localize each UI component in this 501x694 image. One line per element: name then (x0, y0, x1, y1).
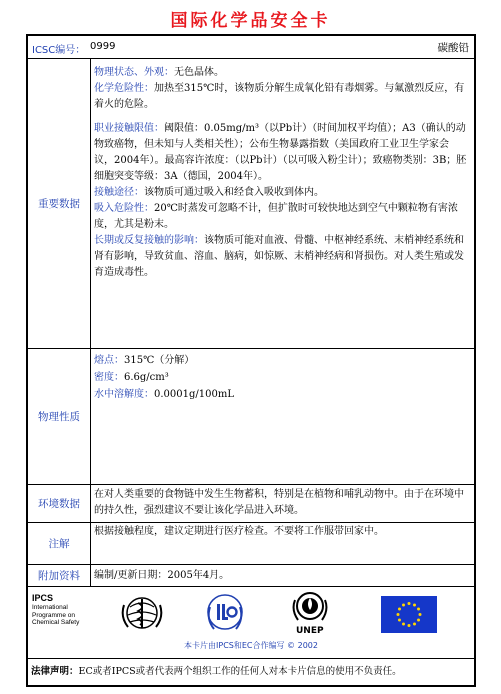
icsc-label: ICSC编号： (32, 45, 86, 56)
eu-star-icon (413, 603, 416, 606)
eu-star-icon (402, 623, 405, 626)
physical-state-value: 无色晶体。 (174, 67, 224, 78)
solubility-value: 0.0001g/100mL (154, 389, 234, 400)
card-credit: 本卡片由IPCS和EC合作编写 © 2002 (184, 641, 318, 650)
exposure-limits-value: 阈限值：0.05mg/m³（以Pb计）（时间加权平均值）；A3（确认的动物致癌物，但未知与人类相关性）；公布生物暴露指数（美国政府工业卫生学家会议，2004年）。最高容许浓度：（以Pb计）（以可吸入粉尘计）；致癌物类别：3B；胚细胞突变等级：3A（德国，2004年）。 (94, 123, 467, 182)
eu-star-icon (397, 613, 400, 616)
important-data-section (28, 59, 474, 349)
ipcs-line3: Chemical Safety (32, 619, 80, 626)
density-value: 6.6g/cm³ (124, 372, 169, 383)
chem-hazard-value: 加热至315℃时，该物质分解生成氧化铅有毒烟雾。与氟激烈反应，有着火的危险。 (94, 83, 465, 110)
ilo-emblem-icon (204, 591, 246, 637)
density-label: 密度： (94, 372, 124, 383)
legal-label: 法律声明： (31, 666, 79, 677)
longterm-item (94, 233, 468, 281)
physical-state-label: 物理状态、外观： (94, 67, 174, 78)
safety-card (26, 34, 476, 687)
important-data-label: 重要数据 (28, 59, 91, 348)
notes-section (28, 523, 474, 565)
longterm-value: 该物质可能对血液、骨髓、中枢神经系统、末梢神经系统和肾有影响，导致贫血、溶血、脑病，如惊厥、末梢神经病和肾损伤。对人类生殖或发育造成毒性。 (94, 235, 464, 278)
longterm-label: 长期或反复接触的影响： (94, 235, 204, 246)
eu-star-icon (419, 613, 422, 616)
chem-hazard-item (94, 81, 468, 113)
who-emblem-icon (120, 593, 164, 635)
chem-hazard-label: 化学危险性： (94, 83, 154, 94)
icsc-number: 0999 (90, 41, 116, 52)
environment-section (28, 485, 474, 523)
eu-flag-icon (381, 596, 437, 633)
physical-properties-label: 物理性质 (28, 349, 91, 484)
route-value: 该物质可通过吸入和经食入吸收到体内。 (144, 187, 324, 198)
route-item (94, 185, 468, 201)
notes-text: 根据接触程度，建议定期进行医疗检查。不要将工作服带回家中。 (94, 526, 384, 537)
physical-state-item (94, 65, 468, 81)
inhalation-label: 吸入危险性： (94, 203, 154, 214)
ipcs-line2: Programme on (32, 611, 75, 619)
solubility-label: 水中溶解度： (94, 389, 154, 400)
header-row (28, 36, 474, 59)
environment-text: 在对人类重要的食物链中发生生物蓄积，特别是在植物和哺乳动物中。由于在环境中的持久性，强烈建议不要让该化学品进入环境。 (94, 489, 464, 516)
additional-section (28, 565, 474, 587)
route-label: 接触途径： (94, 187, 144, 198)
eu-star-icon (402, 603, 405, 606)
important-data-content (94, 65, 468, 281)
eu-star-icon (408, 602, 411, 605)
physical-properties-section (28, 349, 474, 485)
unep-emblem-icon (290, 590, 330, 626)
ipcs-title: IPCS (32, 593, 54, 603)
eu-star-icon (398, 608, 401, 611)
melting-point-item (94, 352, 468, 369)
solubility-item (94, 386, 468, 403)
exposure-limits-label: 职业接触限值： (94, 123, 164, 134)
additional-label: 附加资料 (28, 565, 91, 586)
logos-row (28, 587, 474, 659)
density-item (94, 369, 468, 386)
substance-name: 碳酸铅 (437, 42, 469, 54)
eu-star-icon (398, 619, 401, 622)
inhalation-item (94, 201, 468, 233)
eu-star-icon (408, 624, 411, 627)
legal-statement (28, 659, 474, 685)
exposure-limits-item (94, 121, 468, 185)
additional-text: 编制/更新日期：2005年4月。 (94, 570, 230, 581)
card-title: 国际化学品安全卡 (170, 11, 331, 31)
environment-label: 环境数据 (28, 485, 91, 522)
eu-star-icon (413, 623, 416, 626)
eu-star-icon (417, 608, 420, 611)
unep-label: UNEP (296, 626, 324, 636)
ipcs-line1: International (32, 604, 68, 611)
melting-point-value: 315℃（分解） (124, 355, 195, 366)
legal-text: EC或者IPCS或者代表两个组织工作的任何人对本卡片信息的使用不负责任。 (78, 666, 402, 677)
inhalation-value: 20℃时蒸发可忽略不计，但扩散时可较快地达到空气中颗粒物有害浓度，尤其是粉末。 (94, 203, 458, 230)
ipcs-logo-text (32, 593, 79, 627)
melting-point-label: 熔点： (94, 355, 124, 366)
physical-properties-content (94, 352, 468, 403)
eu-star-icon (417, 619, 420, 622)
notes-label: 注解 (28, 523, 91, 564)
